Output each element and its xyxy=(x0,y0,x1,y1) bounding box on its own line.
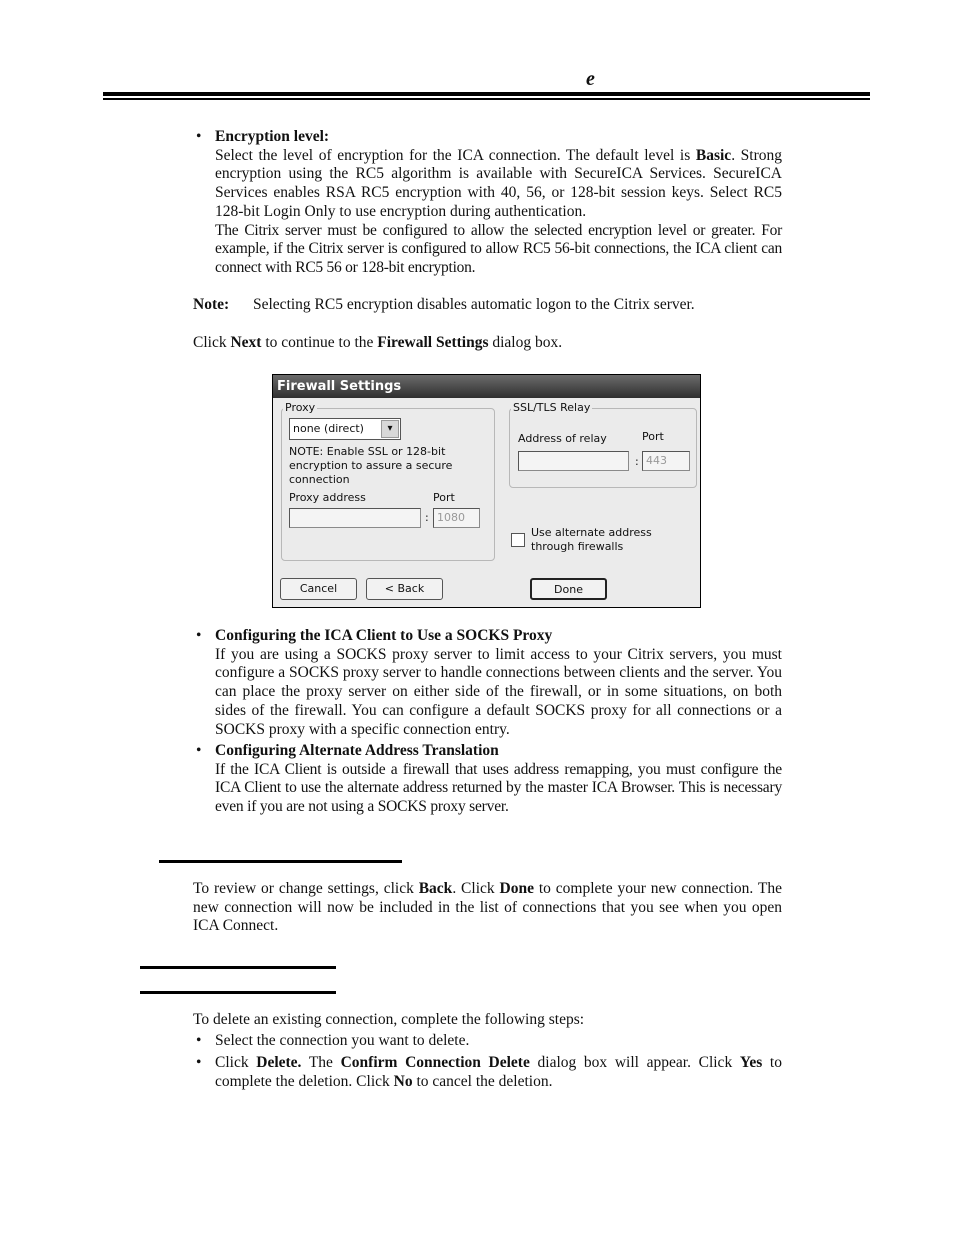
section-rule xyxy=(140,966,336,969)
encryption-title: Encryption level: xyxy=(215,128,330,145)
ssl-group-label: SSL/TLS Relay xyxy=(513,401,591,414)
chevron-down-icon[interactable]: ▾ xyxy=(381,420,399,438)
proxy-address-input[interactable] xyxy=(289,508,421,528)
socks-proxy-section xyxy=(215,627,782,739)
header-rule-thin xyxy=(103,98,870,100)
section-rule xyxy=(140,991,336,994)
cancel-button[interactable]: Cancel xyxy=(280,578,357,600)
ssl-relay-group xyxy=(509,408,697,488)
alt-address-section xyxy=(215,742,782,817)
encryption-section xyxy=(215,128,782,278)
review-paragraph: To review or change settings, click Back. Click Done to complete your new connection. The new connection will now be included in the list of connections that you see when you open ICA Connect. xyxy=(193,880,782,935)
relay-address-input[interactable] xyxy=(518,451,629,471)
proxy-type-value: none (direct) xyxy=(293,422,364,435)
header-rule-thick xyxy=(103,92,870,96)
section-rule xyxy=(159,860,402,863)
header-letter: e xyxy=(586,68,595,90)
bullet-marker: • xyxy=(196,1054,202,1071)
firewall-settings-dialog xyxy=(272,374,701,608)
relay-port-input[interactable]: 443 xyxy=(642,451,690,471)
proxy-port-label: Port xyxy=(433,491,455,504)
back-button[interactable]: < Back xyxy=(366,578,443,600)
proxy-type-select[interactable] xyxy=(289,418,401,440)
relay-port-label: Port xyxy=(642,430,664,443)
proxy-address-label: Proxy address xyxy=(289,491,366,504)
bullet-marker: • xyxy=(196,128,202,145)
dialog-title: Firewall Settings xyxy=(273,375,700,398)
proxy-note: NOTE: Enable SSL or 128-bit encryption to assure a secure connection xyxy=(289,445,453,486)
proxy-colon: : xyxy=(425,511,429,524)
encryption-paragraph-1: Select the level of encryption for the ICA connection. The default level is Basic. Strong encryption using the RC5 algorithm is available with SecureICA Services. SecureICA Services enables RSA RC5 encryption with 40, 56, or 128-bit session keys. Select RC5 128-bit Login Only to use encryption during authentication. xyxy=(215,146,782,220)
done-button[interactable]: Done xyxy=(530,578,607,600)
note-label: Note: xyxy=(193,296,230,313)
alt-address-label: Use alternate address through firewalls xyxy=(531,526,652,553)
relay-address-label: Address of relay xyxy=(518,432,607,445)
socks-proxy-title: Configuring the ICA Client to Use a SOCKS Proxy xyxy=(215,627,553,644)
relay-colon: : xyxy=(635,455,639,468)
socks-proxy-text: If you are using a SOCKS proxy server to limit access to your Citrix servers, you must configure a SOCKS proxy server to handle connections between clients and the server. You can place the proxy server on either side of the firewall, or in some situations, on both sides of the firewall. You can configure a default SOCKS proxy for all connections or a SOCKS proxy with a specific connection entry. xyxy=(215,645,782,738)
proxy-group-label: Proxy xyxy=(285,401,316,414)
click-next-text: Click Next to continue to the Firewall Settings dialog box. xyxy=(193,334,563,351)
bullet-marker: • xyxy=(196,627,202,644)
note-text: Selecting RC5 encryption disables automatic logon to the Citrix server. xyxy=(253,296,695,313)
bullet-marker: • xyxy=(196,742,202,759)
proxy-port-input[interactable]: 1080 xyxy=(433,508,480,528)
delete-intro: To delete an existing connection, complete the following steps: xyxy=(193,1011,585,1028)
alt-address-checkbox[interactable] xyxy=(511,533,525,547)
delete-step-2: Click Delete. The Confirm Connection Delete dialog box will appear. Click Yes to complete the deletion. Click No to cancel the deletion. xyxy=(215,1054,782,1090)
alt-address-title: Configuring Alternate Address Translation xyxy=(215,742,499,759)
encryption-paragraph-2: The Citrix server must be configured to allow the selected encryption level or greater. For example, if the Citrix server is configured to allow RC5 56-bit connections, the ICA client can connect with RC5 56 or 128-bit encryption. xyxy=(215,221,782,276)
bullet-marker: • xyxy=(196,1032,202,1049)
delete-step-1: Select the connection you want to delete. xyxy=(215,1032,470,1049)
alt-address-text: If the ICA Client is outside a firewall that uses address remapping, you must configure the ICA Client to use the alternate address returned by the master ICA Browser. This is necessary even if you are not using a SOCKS proxy server. xyxy=(215,760,782,816)
